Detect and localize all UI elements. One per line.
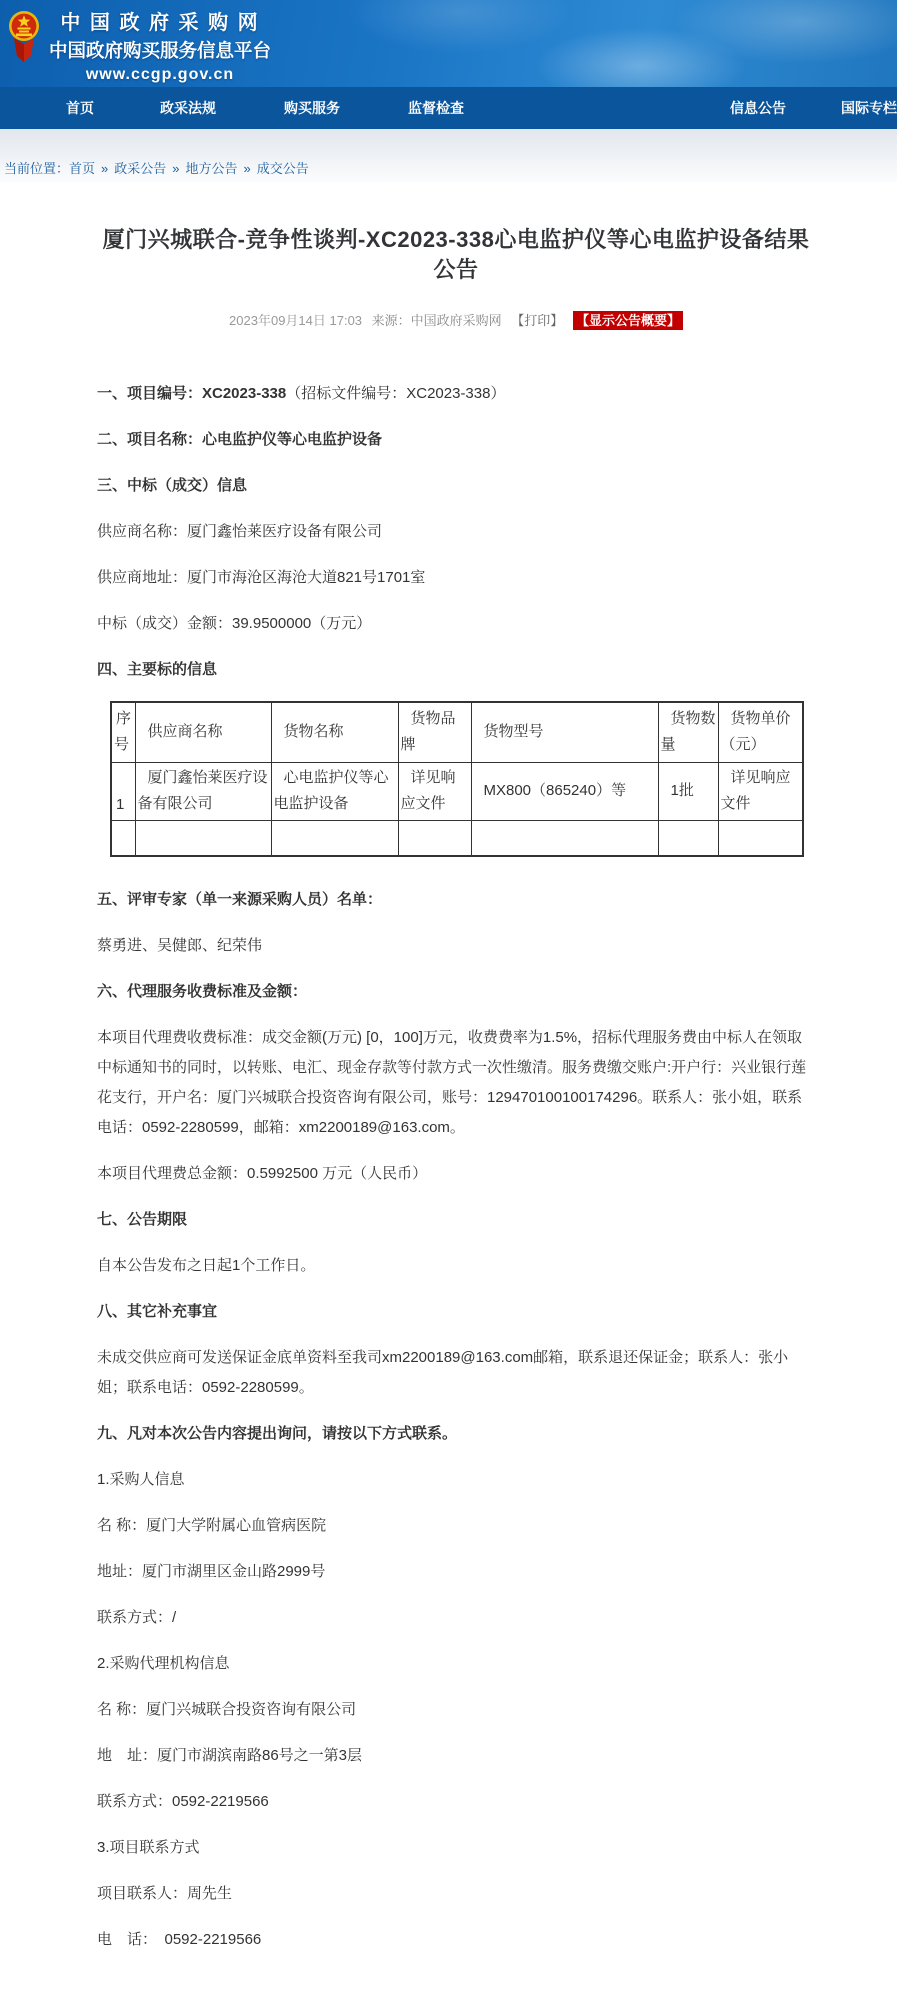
paragraph-text: 蔡勇进、吴健郎、纪荣伟: [97, 937, 263, 954]
nav-item[interactable]: 政采法规: [160, 100, 216, 116]
cell-goods-name: 心电监护仪等心电监护设备: [271, 762, 398, 820]
paragraph-bold-text: 七、公告期限: [97, 1211, 188, 1228]
body-paragraph: [97, 931, 815, 961]
cell-supplier: 厦门鑫怡莱医疗设备有限公司: [135, 762, 271, 820]
cell-quantity: 1批: [658, 762, 718, 820]
paragraph-bold-text: 一、项目编号：XC2023-338: [97, 385, 287, 402]
col-header-model: 货物型号: [471, 702, 658, 762]
announcement-page: [0, 225, 897, 1991]
cell-model: MX800（865240）等: [471, 762, 658, 820]
paragraph-bold-text: 五、评审专家（单一来源采购人员）名单：: [97, 891, 383, 908]
body-paragraph: [97, 609, 815, 639]
paragraph-text: 联系方式：0592-2219566: [97, 1793, 269, 1810]
body-paragraph: [97, 563, 815, 593]
paragraph-bold-text: 九、凡对本次公告内容提出询问，请按以下方式联系。: [97, 1425, 458, 1442]
nav-item[interactable]: 国际专栏: [841, 100, 897, 116]
col-header-seq: 序号: [111, 702, 135, 762]
show-summary-button[interactable]: 【显示公告概要】: [573, 311, 683, 330]
paragraph-bold-text: 八、其它补充事宜: [97, 1303, 218, 1320]
page-title: 厦门兴城联合-竞争性谈判-XC2023-338心电监护仪等心电监护设备结果公告: [102, 227, 810, 282]
paragraph-text: 地 址：厦门市湖滨南路86号之一第3层: [97, 1747, 363, 1764]
col-header-unit-price: 货物单价（元）: [718, 702, 803, 762]
empty-cell: [658, 820, 718, 856]
paragraph-bold-text: 三、中标（成交）信息: [97, 477, 248, 494]
body-paragraph: [97, 1879, 815, 1909]
body-bottom-paragraphs: [97, 885, 815, 1955]
site-name: 中 国 政 府 采 购 网: [60, 12, 260, 34]
publish-datetime: 2023年09月14日 17:03: [229, 313, 363, 328]
paragraph-text: 地址：厦门市湖里区金山路2999号: [97, 1563, 326, 1580]
col-header-quantity: 货物数量: [658, 702, 718, 762]
goods-info-table: [110, 701, 804, 857]
paragraph-text: 名 称：厦门兴城联合投资咨询有限公司: [97, 1701, 357, 1718]
nav-item[interactable]: 首页: [66, 100, 94, 116]
body-paragraph: [97, 1343, 815, 1403]
paragraph-text: 供应商名称：厦门鑫怡莱医疗设备有限公司: [97, 523, 383, 540]
empty-cell: [271, 820, 398, 856]
nav-item[interactable]: 购买服务: [284, 100, 340, 116]
paragraph-text: 供应商地址：厦门市海沧区海沧大道821号1701室: [97, 569, 426, 586]
col-header-goods-name: 货物名称: [271, 702, 398, 762]
announcement-body: [97, 379, 815, 1955]
breadcrumb-label: 当前位置：: [4, 161, 70, 176]
paragraph-text: （招标文件编号：XC2023-338）: [286, 385, 506, 402]
site-header: [0, 0, 897, 87]
breadcrumb-separator: »: [172, 161, 180, 176]
nav-item[interactable]: 监督检查: [408, 100, 464, 116]
paragraph-text: 自本公告发布之日起1个工作日。: [97, 1257, 316, 1274]
table-row: [111, 762, 803, 820]
body-paragraph: [97, 655, 815, 685]
paragraph-bold-text: 二、项目名称：心电监护仪等心电监护设备: [97, 431, 383, 448]
col-header-brand: 货物品牌: [398, 702, 471, 762]
empty-cell: [471, 820, 658, 856]
body-paragraph: [97, 1649, 815, 1679]
breadcrumb-link[interactable]: 首页: [69, 161, 96, 176]
body-paragraph: [97, 1557, 815, 1587]
paragraph-bold-text: 六、代理服务收费标准及金额：: [97, 983, 308, 1000]
body-paragraph: [97, 1787, 815, 1817]
breadcrumb-separator: »: [101, 161, 109, 176]
body-paragraph: [97, 517, 815, 547]
body-paragraph: [97, 977, 815, 1007]
body-paragraph: [97, 1833, 815, 1863]
body-paragraph: [97, 1741, 815, 1771]
cell-unit-price: 详见响应文件: [718, 762, 803, 820]
empty-cell: [135, 820, 271, 856]
paragraph-text: 本项目代理费收费标准：成交金额(万元) [0，100]万元，收费费率为1.5%，招标代理服务费由中标人在领取中标通知书的同时，以转账、电汇、现金存款等付款方式一次性缴清。服务费缴交账户:开户行：兴业银行莲花支行，开户名：厦门兴城联合投资咨询有限公司，账号：129470100100174296。联系人：张小姐，联系电话：0592-2280599，邮箱：xm2200189@163.com。: [97, 1029, 807, 1136]
body-paragraph: [97, 1205, 815, 1235]
cell-brand: 详见响应文件: [398, 762, 471, 820]
body-top-paragraphs: [97, 379, 815, 685]
paragraph-text: 项目联系人：周先生: [97, 1885, 233, 1902]
paragraph-text: 名 称：厦门大学附属心血管病医院: [97, 1517, 327, 1534]
col-header-supplier: 供应商名称: [135, 702, 271, 762]
table-header-row: [111, 702, 803, 762]
breadcrumb-link[interactable]: 地方公告: [185, 161, 238, 176]
paragraph-bold-text: 四、主要标的信息: [97, 661, 218, 678]
body-paragraph: [97, 1419, 815, 1449]
empty-cell: [718, 820, 803, 856]
site-url: www.ccgp.gov.cn: [85, 66, 235, 83]
body-paragraph: [97, 1159, 815, 1189]
breadcrumb: [0, 129, 897, 182]
empty-cell: [398, 820, 471, 856]
paragraph-text: 联系方式：/: [97, 1609, 177, 1626]
body-paragraph: [97, 1251, 815, 1281]
site-subtitle: 中国政府购买服务信息平台: [48, 40, 271, 61]
paragraph-text: 未成交供应商可发送保证金底单资料至我司xm2200189@163.com邮箱，联系退还保证金；联系人：张小姐；联系电话：0592-2280599。: [97, 1349, 789, 1396]
paragraph-text: 中标（成交）金额：39.9500000（万元）: [97, 615, 372, 632]
body-paragraph: [97, 1023, 815, 1143]
article-meta: [97, 310, 815, 329]
body-paragraph: [97, 885, 815, 915]
empty-cell: [111, 820, 135, 856]
article-source: 来源：中国政府采购网: [371, 313, 502, 328]
table-empty-row: [111, 820, 803, 856]
body-paragraph: [97, 1297, 815, 1327]
brand-text: [48, 6, 272, 84]
paragraph-text: 1.采购人信息: [97, 1471, 185, 1488]
national-emblem-icon: [8, 6, 40, 64]
body-paragraph: [97, 1603, 815, 1633]
print-button[interactable]: 【打印】: [511, 313, 564, 328]
body-paragraph: [97, 379, 815, 409]
breadcrumb-link[interactable]: 成交公告: [256, 161, 309, 176]
cell-seq: 1: [111, 762, 135, 820]
body-paragraph: [97, 1511, 815, 1541]
body-paragraph: [97, 471, 815, 501]
body-paragraph: [97, 1925, 815, 1955]
body-paragraph: [97, 425, 815, 455]
breadcrumb-link[interactable]: 政采公告: [114, 161, 167, 176]
site-brand: [0, 0, 897, 84]
body-paragraph: [97, 1695, 815, 1725]
breadcrumb-separator: »: [243, 161, 251, 176]
breadcrumb-links: [69, 161, 309, 176]
paragraph-text: 3.项目联系方式: [97, 1839, 200, 1856]
paragraph-text: 2.采购代理机构信息: [97, 1655, 230, 1672]
body-paragraph: [97, 1465, 815, 1495]
paragraph-text: 电 话： 0592-2219566: [97, 1931, 262, 1948]
main-nav: [0, 87, 897, 129]
paragraph-text: 本项目代理费总金额：0.5992500 万元（人民币）: [97, 1165, 428, 1182]
nav-item[interactable]: 信息公告: [730, 100, 786, 116]
